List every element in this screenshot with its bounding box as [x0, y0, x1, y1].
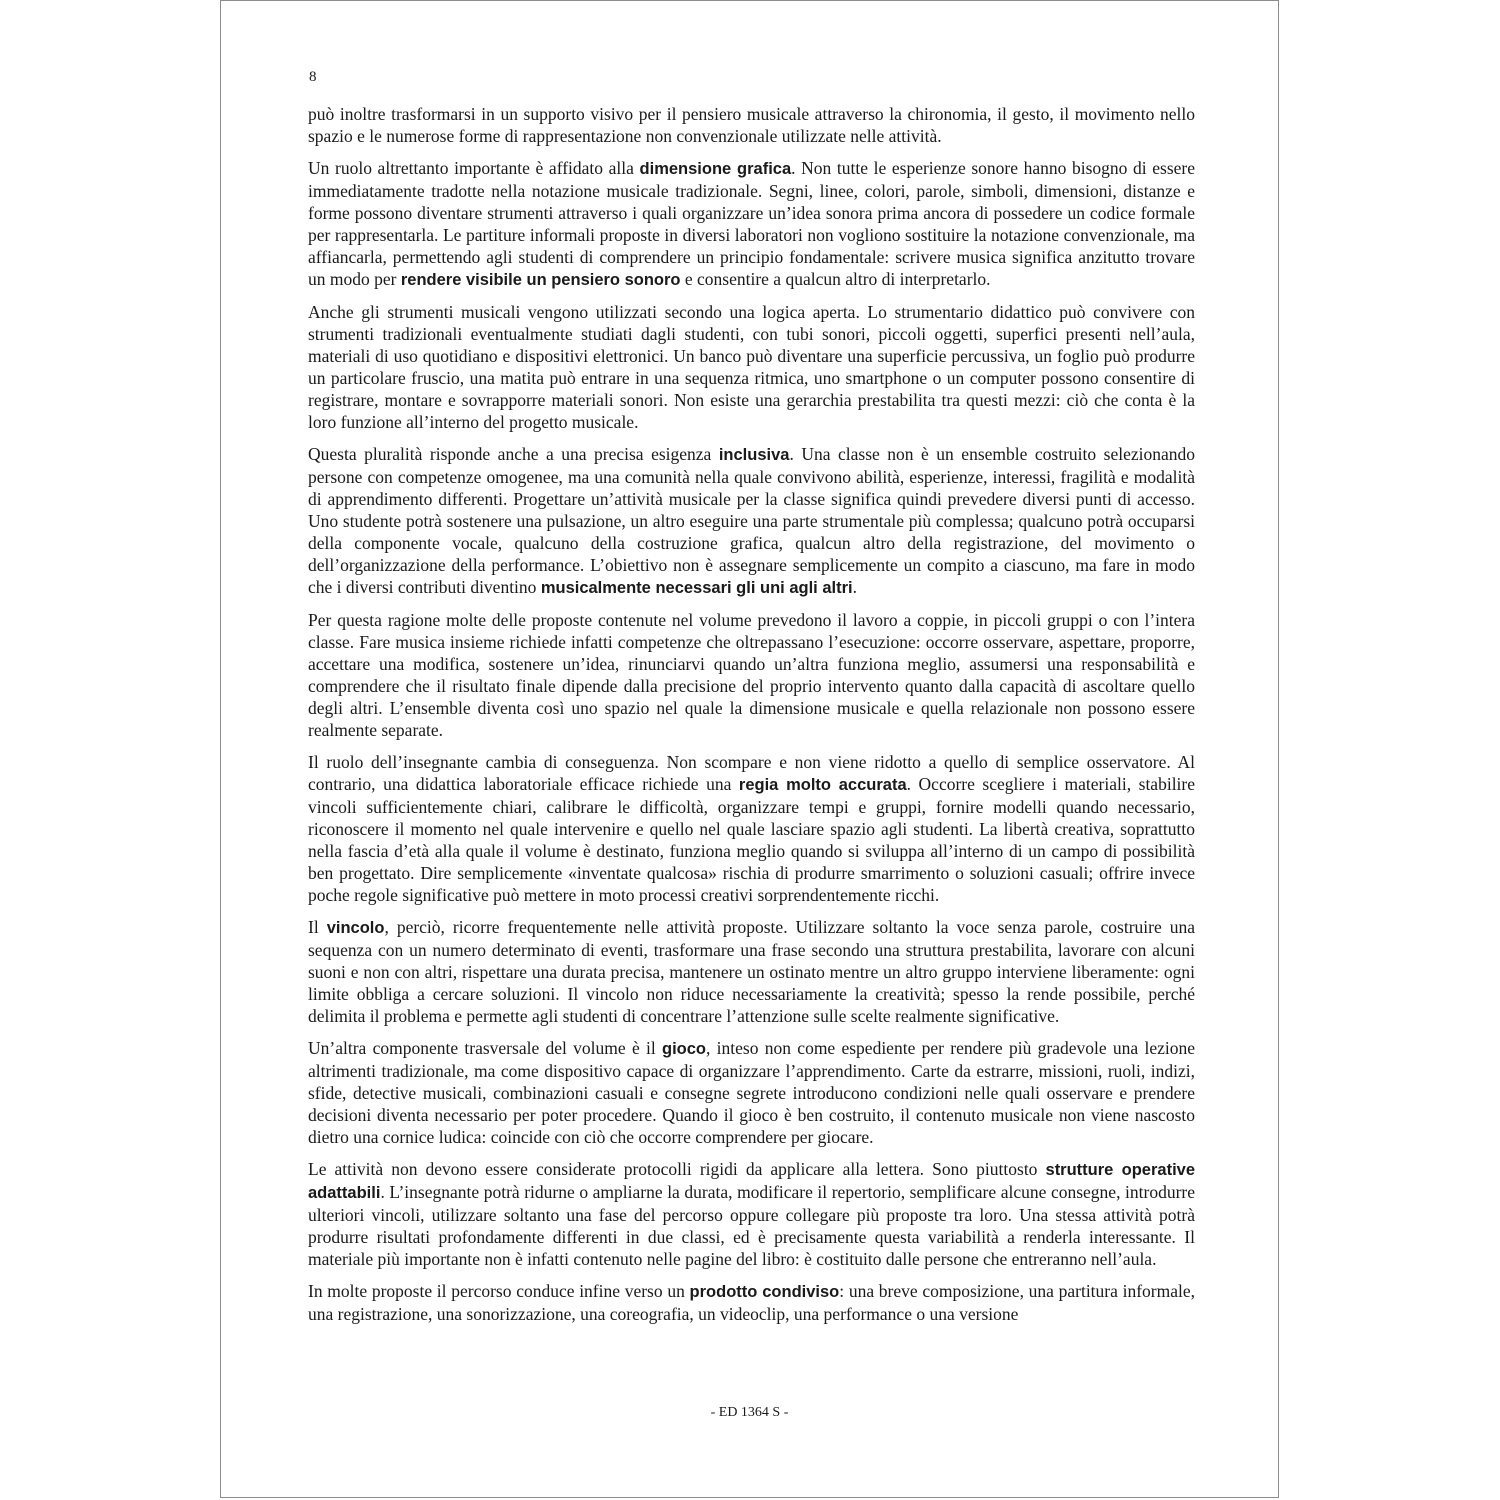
- paragraph: [308, 443, 1195, 599]
- paragraph: [308, 916, 1195, 1027]
- text-run: . Occorre scegliere i materiali, stabilire vincoli sufficientemente chiari, calibrare le difficoltà, organizzare tempi e gruppi, fornire modelli quando necessario, riconoscere il momento nel quale intervenire e quello nel quale lasciare spazio agli studenti. La libertà creativa, soprattutto nella fascia d’età alla quale il volume è destinato, funziona meglio quando si sviluppa all’interno di un campo di possibilità ben progettato. Dire semplicemente «inventate qualcosa» rischia di produrre smarrimento o soluzioni casuali; offrire invece poche regole significative può mettere in moto processi creativi sorprendentemente ricchi.: [308, 774, 1196, 905]
- paragraph: [308, 1037, 1195, 1148]
- paragraph: [308, 1280, 1195, 1325]
- bold-phrase: musicalmente necessari gli uni agli altri: [540, 579, 853, 597]
- paragraph: [308, 103, 1195, 147]
- bold-phrase: rendere visibile un pensiero sonoro: [400, 271, 681, 289]
- bold-phrase: gioco: [662, 1040, 707, 1058]
- bold-phrase: strutture operative adattabili: [308, 1161, 1196, 1202]
- text-run: Questa pluralità risponde anche a una precisa esigenza: [308, 444, 719, 464]
- text-run: Un’altra componente trasversale del volume è il: [308, 1038, 663, 1058]
- text-run: Anche gli strumenti musicali vengono utilizzati secondo una logica aperta. Lo strumentario didattico può convivere con strumenti tradizionali eventualmente studiati dagli studenti, con tubi sonori, piccoli oggetti, superfici presenti nell’aula, materiali di uso quotidiano e dispositivi elettronici. Un banco può diventare una superficie percussiva, un foglio può produrre un particolare fruscio, una matita può entrare in una sequenza ritmica, uno smartphone o un computer possono consentire di registrare, montare e sovrapporre materiali sonori. Non esiste una gerarchia prestabilita tra questi mezzi: ciò che conta è la loro funzione all’interno del progetto musicale.: [308, 302, 1195, 432]
- text-run: In molte proposte il percorso conduce infine verso un: [308, 1281, 690, 1301]
- page-number: 8: [309, 69, 317, 85]
- bold-phrase: inclusiva: [718, 446, 790, 464]
- text-run: Le attività non devono essere considerate protocolli rigidi da applicare alla lettera. Sono piuttosto: [308, 1159, 1046, 1179]
- text-run: Il ruolo dell’insegnante cambia di conseguenza. Non scompare e non viene ridotto a quello di semplice osservatore. Al contrario, una didattica laboratoriale efficace richiede una: [308, 752, 1195, 794]
- body-text: [308, 103, 1195, 1335]
- text-run: . L’insegnante potrà ridurne o ampliarne la durata, modificare il repertorio, semplificare alcune consegne, introdurre ulteriori vincoli, utilizzare soltanto una fase del percorso oppure collegare più proposte tra loro. Una stessa attività potrà produrre risultati profondamente differenti in due classi, ed è precisamente questa variabilità a renderla interessante. Il materiale più importante non è infatti contenuto nelle pagine del libro: è costituito dalle persone che entreranno nell’aula.: [308, 1182, 1195, 1269]
- text-run: e consentire a qualcun altro di interpretarlo.: [680, 269, 991, 289]
- bold-phrase: regia molto accurata: [738, 776, 907, 794]
- bold-phrase: dimensione grafica: [639, 160, 792, 178]
- paragraph: [308, 301, 1195, 433]
- paragraph: [308, 1158, 1195, 1270]
- text-run: : una breve composizione, una partitura informale, una registrazione, una sonorizzazione, una coreografia, un videoclip, una performance o una versione: [308, 1281, 1195, 1324]
- paragraph: [308, 157, 1195, 291]
- paragraph: [308, 751, 1195, 906]
- text-run: , perciò, ricorre frequentemente nelle attività proposte. Utilizzare soltanto la voce senza parole, costruire una sequenza con un numero determinato di eventi, trasformare una frase secondo una struttura prestabilita, lavorare con alcuni suoni e non con altri, rispettare una durata precisa, mantenere un ostinato mentre un altro gruppo interviene liberamente: ogni limite obbliga a cercare soluzioni. Il vincolo non riduce necessariamente la creatività; spesso la rende possibile, perché delimita il problema e permette agli studenti di concentrare l’attenzione sulle scelte realmente significative.: [308, 917, 1195, 1026]
- paragraph: [308, 609, 1195, 741]
- text-run: Il: [308, 917, 327, 937]
- text-run: . Una classe non è un ensemble costruito selezionando persone con competenze omogenee, ma una comunità nella quale convivono abilità, esperienze, interessi, fragilità e modalità di apprendimento differenti. Progettare un’attività musicale per la classe significa quindi prevedere diversi punti di accesso. Uno studente potrà sostenere una pulsazione, un altro eseguire una parte strumentale più complessa; qualcuno potrà occuparsi della componente vocale, qualcuno della costruzione grafica, qualcun altro della registrazione, del movimento o dell’organizzazione della performance. L’obiettivo non è assegnare semplicemente un compito a ciascuno, ma fare in modo che i diversi contributi diventino: [308, 444, 1195, 597]
- document-page: [220, 0, 1279, 1498]
- text-run: Un ruolo altrettanto importante è affidato alla: [308, 158, 640, 178]
- text-run: può inoltre trasformarsi in un supporto visivo per il pensiero musicale attraverso la chironomia, il gesto, il movimento nello spazio e le numerose forme di rappresentazione non convenzionale utilizzate nelle attività.: [308, 104, 1195, 146]
- text-run: , inteso non come espediente per rendere più gradevole una lezione altrimenti tradizionale, ma come dispositivo capace di organizzare l’apprendimento. Carte da estrarre, missioni, ruoli, indizi, sfide, detective musicali, combinazioni casuali e consegne segrete introducono condizioni nelle quali osservare e prendere decisioni diventa necessario per poter procedere. Quando il gioco è ben costruito, il contenuto musicale non viene nascosto dietro una cornice ludica: coincide con ciò che occorre comprendere per giocare.: [308, 1038, 1195, 1147]
- page-footer: - ED 1364 S -: [710, 1405, 789, 1420]
- text-run: .: [852, 577, 857, 597]
- text-run: Per questa ragione molte delle proposte contenute nel volume prevedono il lavoro a coppie, in piccoli gruppi o con l’intera classe. Fare musica insieme richiede infatti competenze che oltrepassano l’esecuzione: occorre osservare, aspettare, proporre, accettare una modifica, sostenere un’idea, rinunciarvi quando un’altra funziona meglio, assumersi una responsabilità e comprendere che il risultato finale dipende dalla precisione del proprio intervento quanto dalla capacità di ascoltare quello degli altri. L’ensemble diventa così uno spazio nel quale la dimensione musicale e quella relazionale non possono essere realmente separate.: [308, 610, 1195, 740]
- text-run: . Non tutte le esperienze sonore hanno bisogno di essere immediatamente tradotte nella notazione musicale tradizionale. Segni, linee, colori, parole, simboli, dimensioni, distanze e forme possono diventare strumenti attraverso i quali organizzare un’idea sonora prima ancora di possedere un codice formale per rappresentarla. Le partiture informali proposte in diversi laboratori non vogliono sostituire la notazione convenzionale, ma affiancarla, permettendo agli studenti di comprendere un principio fondamentale: scrivere musica significa anzitutto trovare un modo per: [308, 158, 1195, 289]
- bold-phrase: prodotto condiviso: [689, 1283, 840, 1301]
- bold-phrase: vincolo: [326, 919, 385, 937]
